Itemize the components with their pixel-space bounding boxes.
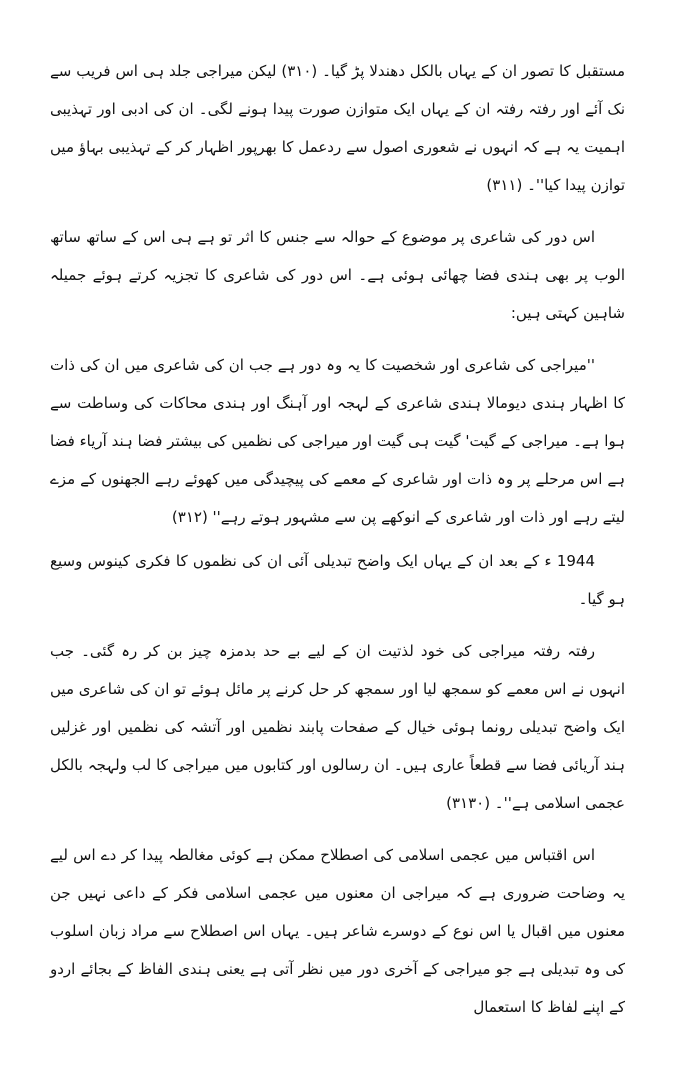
text-line: بھی ہندی فضا چھائی ہوئی ہے۔ اس دور کی شاعری کا تجزیہ کرتے ہوئے جمیلہ شاہین کہتی ہیں:	[50, 266, 625, 322]
paragraph	[50, 542, 625, 618]
quote-line: کے گیت' گیت ہی گیت اور میراجی کی نظمیں کی بیشتر فضا ہند آریاء فضا ہے اس مرحلے پر وہ ذات	[50, 432, 626, 488]
text-line: گیا۔	[578, 590, 604, 608]
block-quote	[50, 632, 625, 822]
paragraph	[50, 836, 625, 1026]
text-line: اس اقتباس میں عجمی اسلامی کی اصطلاح ممکن ہے کوئی مغالطہ پیدا کر دے اس لیے یہ	[50, 846, 625, 902]
citation-line: شاعری کے انوکھے پن سے مشہور ہوتے رہے'' (۳۱۲)	[171, 508, 492, 526]
text-line: اس دور کی شاعری پر موضوع کے حوالہ سے جنس کا اثر تو ہے ہی اس کے ساتھ ساتھ الوب پر	[50, 228, 626, 284]
text-line: میراجی کے آخری دور میں نظر آتی ہے یعنی ہندی الفاظ کے بجائے اردو کے اپنے لفاظ کا استعمال	[50, 960, 625, 1016]
quote-line: ہندی دیومالا ہندی شاعری کے لہجہ اور آہنگ اور ہندی محاکات کی وساطت سے ہوا ہے۔ میراجی	[50, 394, 625, 450]
citation-line: پیدا کیا''۔ (۳۱۱)	[486, 176, 586, 194]
document-page	[50, 52, 625, 1026]
text-line: اس نوع کے دوسرے شاعر ہیں۔ یہاں اس اصطلاح سے مراد زبان اسلوب کی وہ تبدیلی ہے جو	[50, 922, 625, 978]
text-line: وضاحت ضروری ہے کہ میراجی ان معنوں میں عجمی اسلامی فکر کے داعی نہیں جن معنوں میں اقبال یا	[50, 884, 625, 940]
paragraph	[50, 218, 625, 332]
text-line: اس معمے کو سمجھ لیا اور سمجھ کر حل کرنے پر مائل ہوئے تو ان کی شاعری میں ایک واضح تبدیلی رونما ہوئی	[50, 680, 625, 736]
text-line: رفتہ رفتہ میراجی کی خود لذتیت ان کے لیے بے حد بدمزہ چیز بن کر رہ گئی۔ جب انہوں نے	[50, 642, 625, 698]
citation-line: رسالوں اور کتابوں میں میراجی کا لب ولہجہ بالکل عجمی اسلامی ہے''۔ (۳۱۳۰)	[50, 756, 625, 812]
text-line: خیال کے صفحات پابند نظمیں اور آتشہ کی نظمیں اور غزلیں ہند آریائی فضا سے قطعاً عاری ہیں۔ ان	[50, 718, 625, 774]
text-line: مستقبل کا تصور ان کے یہاں بالکل دھندلا پڑ گیا۔ (۳۱۰) لیکن میراجی جلد ہی اس فریب سے	[50, 62, 625, 80]
block-quote	[50, 346, 625, 536]
quote-line: اور شاعری کے معمے کی پیچیدگی میں کھوئے رہے الجھنوں کے مزے لیتے رہے اور ذات اور	[50, 470, 625, 526]
text-line: نک آئے اور رفتہ رفتہ ان کے یہاں ایک متوازن صورت پیدا ہونے لگی۔ ان کی ادبی اور تہذیبی	[50, 100, 625, 118]
text-line: اہمیت یہ ہے کہ انہوں نے شعوری اصول سے ردعمل کا بھرپور اظہار کر کے تہذیبی بہاؤ میں توازن	[50, 138, 625, 194]
quote-line: ''میراجی کی شاعری اور شخصیت کا یہ وہ دور ہے جب ان کی شاعری میں ان کی ذات کا اظہار	[50, 356, 625, 412]
paragraph-quote-end	[50, 52, 625, 204]
text-line: 1944 ء کے بعد ان کے یہاں ایک واضح تبدیلی آئی ان کی نظموں کا فکری کینوس وسیع ہو	[50, 552, 625, 608]
